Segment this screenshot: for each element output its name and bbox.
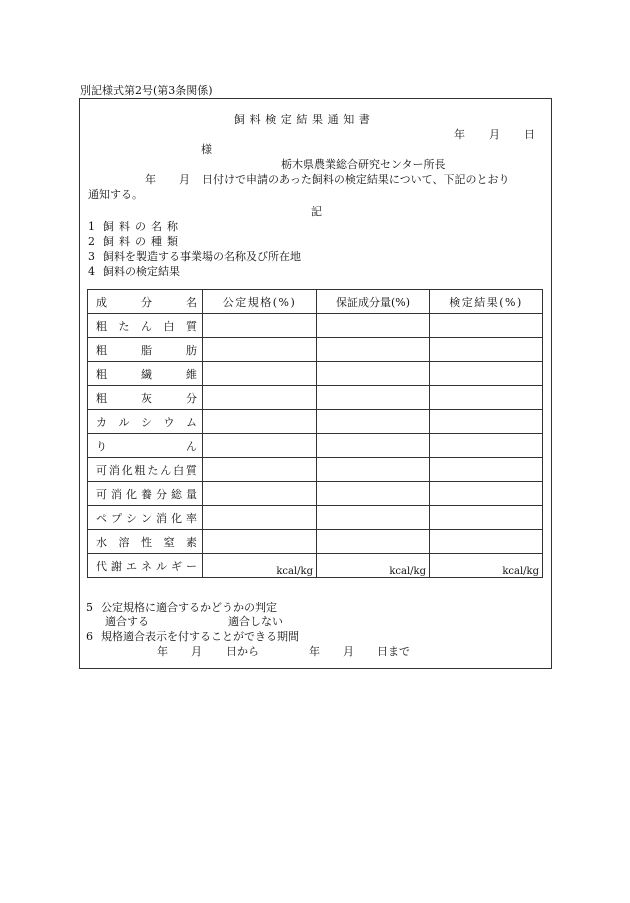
table-body bbox=[88, 314, 543, 578]
item-1-text: 飼料の名称 bbox=[103, 220, 183, 233]
row-label: 代 謝 エ ネ ル ギ ー bbox=[96, 559, 197, 573]
item-6-num: 6 bbox=[86, 630, 93, 643]
official-spec-cell bbox=[203, 458, 317, 482]
row-label-cell bbox=[88, 314, 203, 338]
row-label: カ ル シ ウ ム bbox=[96, 415, 197, 429]
date-day: 日 bbox=[524, 128, 535, 141]
guaranteed-cell bbox=[317, 530, 430, 554]
row-label-cell bbox=[88, 410, 203, 434]
test-result-cell bbox=[430, 362, 543, 386]
form-label: 別記様式第2号(第3条関係) bbox=[80, 84, 213, 97]
official-spec-cell bbox=[203, 482, 317, 506]
official-spec-cell bbox=[203, 386, 317, 410]
row-label: 水 溶 性 窒 素 bbox=[96, 535, 197, 549]
row-label-cell bbox=[88, 386, 203, 410]
table-row bbox=[88, 386, 543, 410]
period-end-year: 年 bbox=[309, 645, 320, 658]
guaranteed-cell bbox=[317, 314, 430, 338]
row-label-cell bbox=[88, 338, 203, 362]
test-result-cell: kcal/kg bbox=[430, 554, 543, 578]
row-label-cell bbox=[88, 506, 203, 530]
period-start-day: 日から bbox=[226, 645, 259, 658]
row-label-cell bbox=[88, 362, 203, 386]
period-start-month: 月 bbox=[191, 645, 202, 658]
guaranteed-cell bbox=[317, 458, 430, 482]
table-row bbox=[88, 338, 543, 362]
item-2-num: 2 bbox=[88, 235, 95, 248]
row-label: 粗 た ん 白 質 bbox=[96, 319, 197, 333]
official-spec-cell bbox=[203, 314, 317, 338]
official-spec-cell bbox=[203, 410, 317, 434]
recipient-suffix: 様 bbox=[201, 143, 212, 156]
header-component bbox=[88, 290, 203, 314]
row-label-cell bbox=[88, 482, 203, 506]
table-row bbox=[88, 362, 543, 386]
row-label-cell bbox=[88, 530, 203, 554]
item-3-text: 飼料を製造する事業場の名称及び所在地 bbox=[103, 250, 301, 263]
official-spec-cell bbox=[203, 506, 317, 530]
guaranteed-cell bbox=[317, 410, 430, 434]
test-result-cell bbox=[430, 458, 543, 482]
test-result-cell bbox=[430, 338, 543, 362]
item-4-num: 4 bbox=[88, 265, 95, 278]
table-row bbox=[88, 554, 543, 578]
guaranteed-cell: kcal/kg bbox=[317, 554, 430, 578]
row-label: 可 消 化 粗 た ん 白 質 bbox=[96, 463, 197, 477]
item-2-text: 飼料の種類 bbox=[103, 235, 183, 248]
row-label-cell bbox=[88, 554, 203, 578]
item-1-num: 1 bbox=[88, 220, 95, 233]
row-label: り ん bbox=[96, 439, 197, 453]
header-test-result: 検定結果(%) bbox=[430, 290, 543, 314]
guaranteed-cell bbox=[317, 506, 430, 530]
table-row bbox=[88, 458, 543, 482]
table-row bbox=[88, 530, 543, 554]
period-start-year: 年 bbox=[157, 645, 168, 658]
guaranteed-cell bbox=[317, 386, 430, 410]
header-guaranteed: 保証成分量(%) bbox=[317, 290, 430, 314]
table-row bbox=[88, 506, 543, 530]
test-result-cell bbox=[430, 482, 543, 506]
intro-line2: 通知する。 bbox=[88, 188, 143, 201]
official-spec-cell: kcal/kg bbox=[203, 554, 317, 578]
table-row bbox=[88, 434, 543, 458]
item-5-option-yes: 適合する bbox=[105, 615, 149, 628]
intro-month: 月 bbox=[179, 173, 190, 186]
test-result-cell bbox=[430, 386, 543, 410]
row-label: 可 消 化 養 分 総 量 bbox=[96, 487, 197, 501]
date-month: 月 bbox=[489, 128, 500, 141]
item-5-num: 5 bbox=[86, 601, 93, 614]
period-end-day: 日まで bbox=[377, 645, 410, 658]
guaranteed-cell bbox=[317, 434, 430, 458]
official-spec-cell bbox=[203, 338, 317, 362]
row-label: 粗 繊 維 bbox=[96, 367, 197, 381]
row-label: 粗 脂 肪 bbox=[96, 343, 197, 357]
test-result-cell bbox=[430, 434, 543, 458]
row-label: ペ プ シ ン 消 化 率 bbox=[96, 511, 197, 525]
item-3-num: 3 bbox=[88, 250, 95, 263]
header-official-spec: 公定規格(%) bbox=[203, 290, 317, 314]
item-5-text: 公定規格に適合するかどうかの判定 bbox=[101, 601, 277, 614]
row-label-cell bbox=[88, 434, 203, 458]
item-4-text: 飼料の検定結果 bbox=[103, 265, 180, 278]
test-result-cell bbox=[430, 506, 543, 530]
date-year: 年 bbox=[454, 128, 465, 141]
period-end-month: 月 bbox=[343, 645, 354, 658]
header-component-text: 成 分 名 bbox=[96, 295, 197, 309]
row-label-cell bbox=[88, 458, 203, 482]
issuer: 栃木県農業総合研究センター所長 bbox=[281, 158, 446, 171]
guaranteed-cell bbox=[317, 482, 430, 506]
row-label: 粗 灰 分 bbox=[96, 391, 197, 405]
table-row bbox=[88, 482, 543, 506]
intro-year: 年 bbox=[145, 173, 156, 186]
item-5-option-no: 適合しない bbox=[228, 615, 283, 628]
test-result-cell bbox=[430, 314, 543, 338]
guaranteed-cell bbox=[317, 362, 430, 386]
item-6-text: 規格適合表示を付することができる期間 bbox=[101, 630, 299, 643]
document-title: 飼料検定結果通知書 bbox=[234, 113, 375, 126]
result-table bbox=[87, 289, 543, 578]
test-result-cell bbox=[430, 410, 543, 434]
table-row bbox=[88, 314, 543, 338]
ki-heading: 記 bbox=[311, 205, 322, 218]
official-spec-cell bbox=[203, 530, 317, 554]
table-row bbox=[88, 410, 543, 434]
table-header-row bbox=[88, 290, 543, 314]
intro-text: 日付けで申請のあった飼料の検定結果について、下記のとおり bbox=[202, 173, 510, 186]
official-spec-cell bbox=[203, 362, 317, 386]
official-spec-cell bbox=[203, 434, 317, 458]
test-result-cell bbox=[430, 530, 543, 554]
guaranteed-cell bbox=[317, 338, 430, 362]
